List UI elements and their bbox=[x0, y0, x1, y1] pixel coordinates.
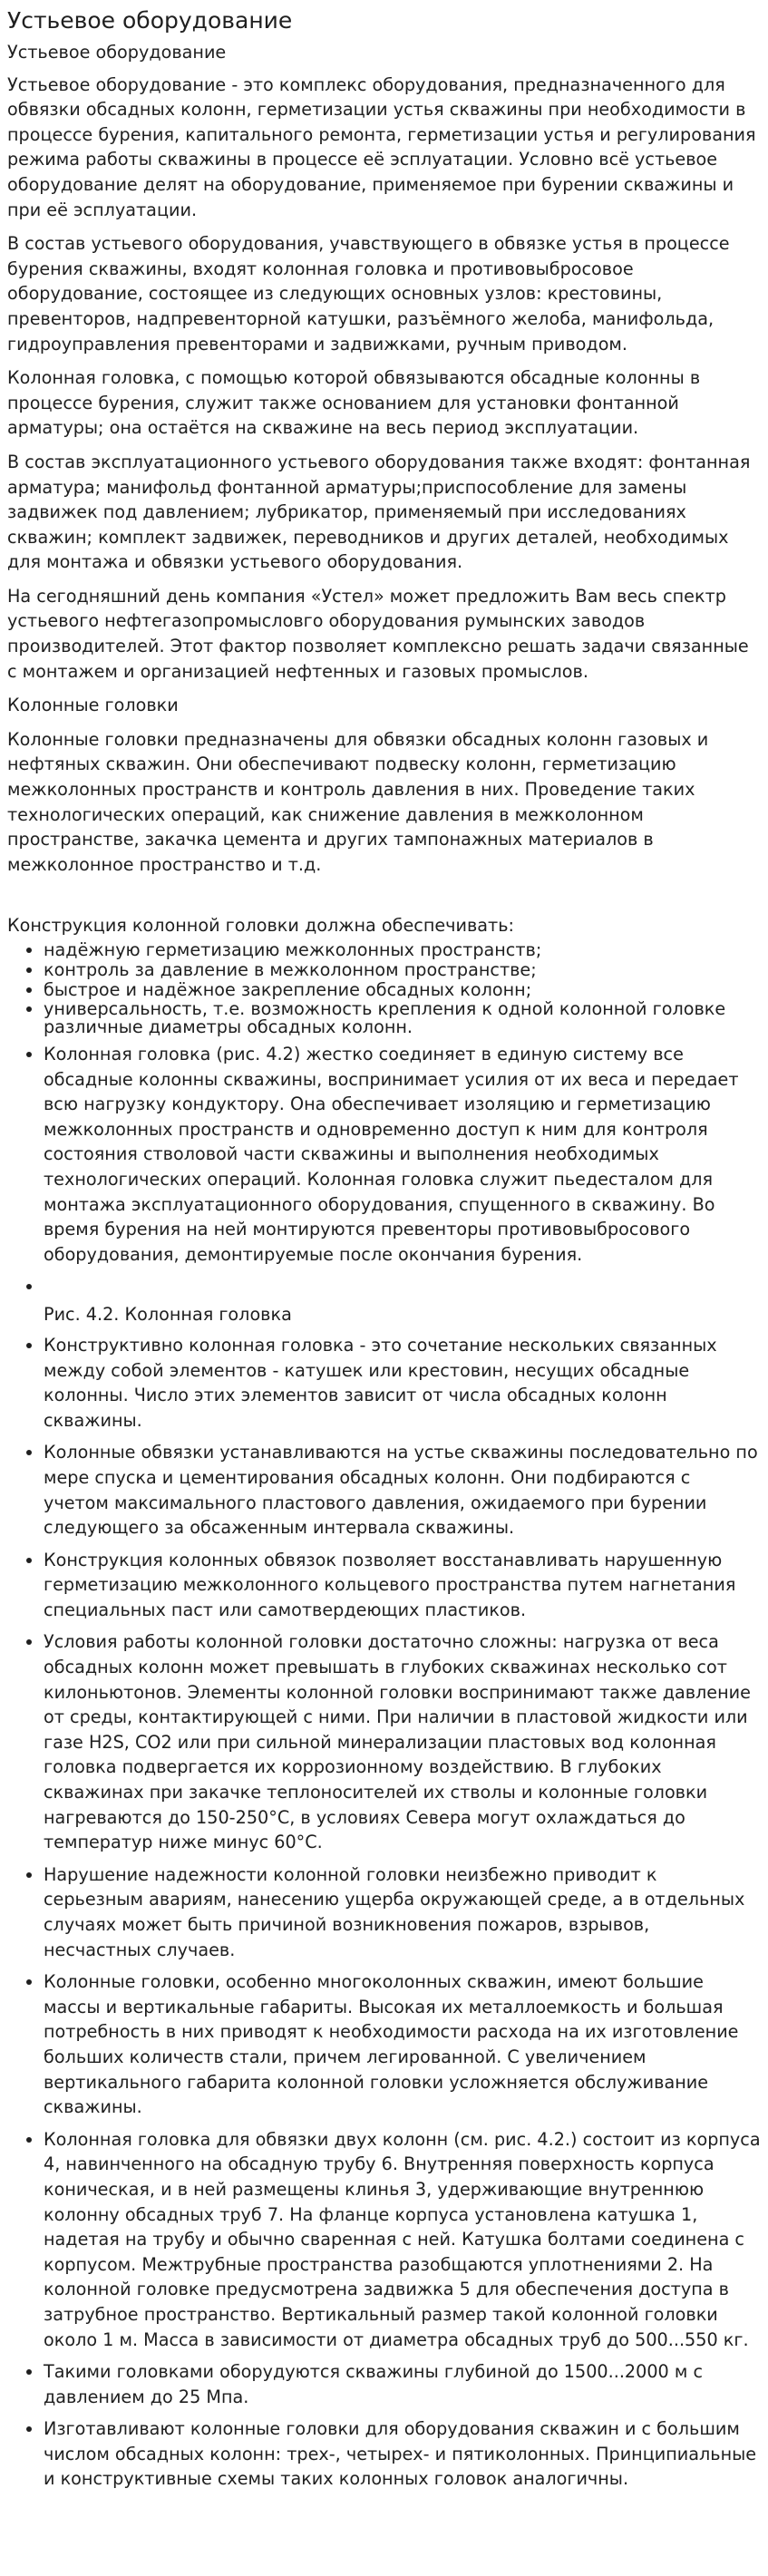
paragraph-casing-head: Колонная головка, с помощью которой обвязываются обсадные колонны в процессе бурения, служит также основанием для установки фонтанной арматуры; она остаётся на скважине на весь период эксплуатации. bbox=[7, 367, 701, 439]
list-item: • Колонная головка (рис. 4.2) жестко соединяет в единую систему все обсадные колонны скважины, воспринимает усилия от их веса и передает всю нагрузку кондуктору. Она обеспечивает изоляцию и герметизацию межколонных пространств и одновременно доступ к ним для контроля состояния стволовой части скважины и выполнения необходимых технологических операций. Колонная головка служит пьедесталом для монтажа эксплуатационного оборудования, спущенного в скважину. Во время бурения на ней монтируются превенторы противовыбросового оборудования, демонтируемые после окончания бурения. bbox=[44, 1042, 761, 1267]
paragraph-operational-equipment: В состав эксплуатационного устьевого оборудования также входят: фонтанная арматура; манифольд фонтанной арматуры;приспособление для замены задвижек под давлением; лубрикатор, применяемый при исследованиях скважин; комплект задвижек, переводников и других деталей, необходимых для монтажа и обвязки устьевого оборудования. bbox=[7, 451, 751, 573]
list-item: • Такими головками оборудуются скважины глубиной до 1500...2000 м с давлением до 25 Мпа. bbox=[44, 2359, 761, 2409]
description-list bbox=[7, 1042, 761, 1298]
list-item: • Колонные обвязки устанавливаются на устье скважины последовательно по мере спуска и цементирования обсадных колонн. Они подбираются с учетом максимального пластового давления, ожидаемого при бурении следующего за обсаженным интервала скважины. bbox=[44, 1440, 761, 1540]
list-item: • быстрое и надёжное закрепление обсадных колонн; bbox=[44, 980, 761, 1000]
list-item: • Конструктивно колонная головка - это сочетание нескольких связанных между собой элементов - катушек или крестовин, несущих обсадные колонны. Число этих элементов зависит от числа обсадных колонн скважины. bbox=[44, 1333, 761, 1433]
list-item: • Конструкция колонных обвязок позволяет восстанавливать нарушенную герметизацию межколонного кольцевого пространства путем нагнетания специальных паст или самотвердеющих пластиков. bbox=[44, 1548, 761, 1623]
list-item: • Изготавливают колонные головки для оборудования скважин и с большим числом обсадных колонн: трех-, четырех- и пятиколонных. Принципиальные и конструктивные схемы таких колонных головок аналогичны. bbox=[44, 2416, 761, 2492]
list-item-empty bbox=[44, 1274, 761, 1298]
section-lead: Колонные головки предназначены для обвязки обсадных колонн газовых и нефтяных скважин. Они обеспечивают подвеску колонн, герметизацию межколонных пространств и контроль давления в них. Проведение таких технологических операций, как снижение давления в межколонном пространстве, закачка цемента и других тампонажных материалов в межколонное пространство и т.д. bbox=[7, 728, 709, 875]
paragraph-definition: Устьевое оборудование - это комплекс оборудования, предназначенного для обвязки обсадных колонн, герметизации устья скважины при необходимости в процессе бурения, капитального ремонта, герметизации устья и регулирования режима работы скважины в процессе её эсплуатации. Условно всё устьевое оборудование делят на оборудование, применяемое при бурении скважины и при её эсплуатации. bbox=[7, 73, 756, 220]
page-subtitle: Устьевое оборудование bbox=[7, 42, 227, 63]
paragraph-company-offer: На сегодняшний день компания «Устел» может предложить Вам весь спектр устьевого нефтегазопромысловго оборудования румынских заводов производителей. Этот фактор позволяет комплексно решать задачи связанные с монтажем и организацией нефтенных и газовых промыслов. bbox=[7, 585, 749, 682]
list-item: • контроль за давление в межколонном пространстве; bbox=[44, 960, 761, 980]
list-item: • Условия работы колонной головки достаточно сложны: нагрузка от веса обсадных колонн может превышать в глубоких скважинах несколько сот килоньютонов. Элементы колонной головки воспринимают также давление от среды, контактирующей с ними. При наличии в пластовой жидкости или газе H2S, CO2 или при сильной минерализации пластовых вод колонная головка подвергается их коррозионному воздействию. В глубоких скважинах при закачке теплоносителей их стволы и колонные головки нагреваются до 150-250°С, в условиях Севера могут охлаждаться до температур ниже минус 60°С. bbox=[44, 1629, 761, 1854]
page-title: Устьевое оборудование bbox=[7, 7, 293, 34]
list-item: • Колонная головка для обвязки двух колонн (см. рис. 4.2.) состоит из корпуса 4, навинченного на обсадную трубу 6. Внутренняя поверхность корпуса коническая, и в ней размещены клинья 3, удерживающие внутреннюю колонну обсадных труб 7. На фланце корпуса установлена катушка 1, надетая на трубу и обычно сваренная с ней. Катушка болтами соединена с корпусом. Межтрубные пространства разобщаются уплотнениями 2. На колонной головке предусмотрена задвижка 5 для обеспечения доступа в затрубное пространство. Вертикальный размер такой колонной головки около 1 м. Масса в зависимости от диаметра обсадных труб до 500...550 кг. bbox=[44, 2127, 761, 2352]
figure-caption: Рис. 4.2. Колонная головка bbox=[44, 1304, 292, 1326]
requirements-intro: Конструкция колонной головки должна обеспечивать: bbox=[7, 915, 515, 937]
list-item: • Колонные головки, особенно многоколонных скважин, имеют большие массы и вертикальные габариты. Высокая их металлоемкость и большая потребность в них приводят к необходимости расхода на их изготовление больших количеств стали, причем легированной. С увеличением вертикального габарита колонной головки усложняется обслуживание скважины. bbox=[44, 1969, 761, 2120]
section-heading: Колонные головки bbox=[7, 695, 179, 716]
list-item: • надёжную герметизацию межколонных пространств; bbox=[44, 940, 761, 960]
details-list bbox=[7, 1333, 761, 2492]
requirements-list bbox=[7, 940, 761, 1036]
paragraph-drilling-equipment: В состав устьевого оборудования, учавствующего в обвязке устья в процессе бурения скважины, входят колонная головка и противовыбросовое оборудование, состоящее из следующих основных узлов: крестовины, превенторов, надпревенторной катушки, разъёмного желоба, манифольда, гидроуправления превенторами и задвижками, ручным приводом. bbox=[7, 233, 730, 355]
list-item: • универсальность, т.е. возможность крепления к одной колонной головке различные диаметры обсадных колонн. bbox=[44, 1000, 761, 1036]
list-item: • Нарушение надежности колонной головки неизбежно приводит к серьезным авариям, нанесению ущерба окружающей среде, а в отдельных случаях может быть причиной возникновения пожаров, взрывов, несчастных случаев. bbox=[44, 1862, 761, 1962]
